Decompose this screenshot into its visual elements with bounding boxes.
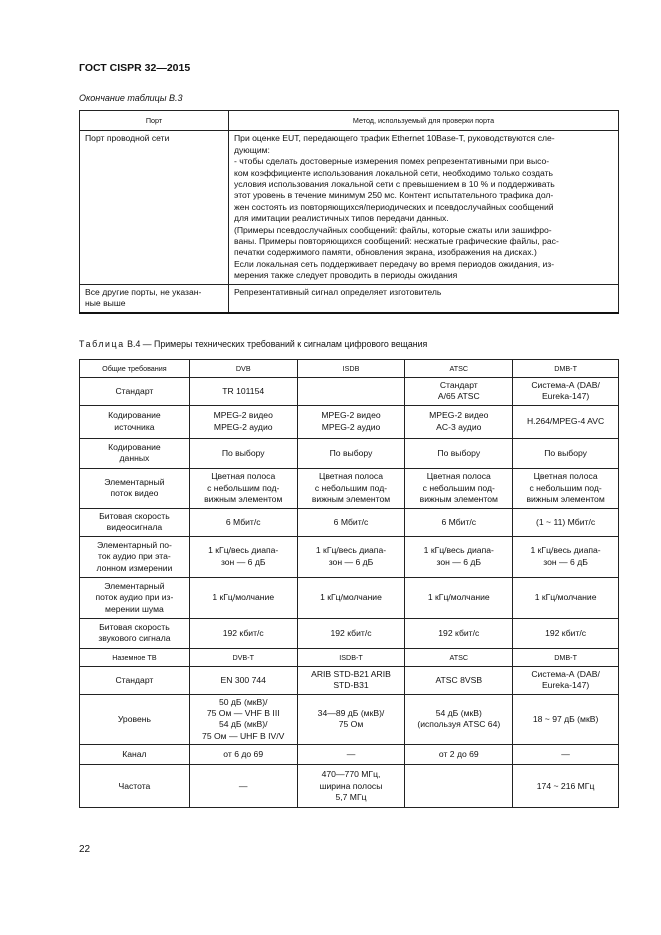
cell-line: поток видео — [110, 488, 159, 499]
table-row — [80, 468, 619, 508]
method-line: этот уровень в течение минимум 250 мс. Контент испытательного трафика дол- — [234, 190, 554, 201]
table-cell — [405, 666, 513, 694]
cell-line: 54 дБ (мкВ)/ — [218, 719, 268, 730]
table-header-row — [80, 648, 619, 666]
cell-line: данных — [119, 453, 150, 464]
cell-line: 75 Ом — [338, 719, 364, 730]
cell-line: По выбору — [329, 447, 373, 458]
cell-line: Цветная полоса — [533, 471, 598, 482]
method-cell — [229, 131, 619, 284]
table-b4-caption-text: В.4 — Примеры технических требований к сигналам цифрового вещания — [127, 339, 428, 349]
cell-line: Канал — [122, 749, 147, 760]
cell-line: 54 дБ (мкВ) — [435, 708, 482, 719]
table-cell — [405, 508, 513, 536]
method-line: ком коэффициенте использования локальной сети, необходимо только создать — [234, 167, 553, 178]
column-header: DVB-T — [189, 648, 297, 666]
cell-line: 1 кГц/молчание — [427, 592, 490, 603]
table-b4-caption-label: Таблица — [79, 339, 125, 349]
cell-line: с небольшим под- — [207, 482, 280, 493]
cell-line: 1 кГц/весь диапа- — [423, 545, 494, 556]
cell-line: вижным элементом — [311, 494, 391, 505]
table-b3-caption: Окончание таблицы В.3 — [79, 93, 183, 103]
table-cell — [513, 745, 619, 765]
column-header: ISDB-T — [297, 648, 405, 666]
cell-line: 75 Ом — UHF B IV/V — [202, 730, 285, 741]
method-line: дующим: — [234, 144, 270, 155]
cell-line: 192 кбит/с — [330, 627, 372, 638]
cell-line: 174 ~ 216 МГц — [536, 780, 595, 791]
cell-line: зон — 6 дБ — [328, 556, 374, 567]
table-cell — [405, 438, 513, 468]
table-row — [80, 438, 619, 468]
table-cell — [405, 468, 513, 508]
table-cell — [189, 468, 297, 508]
table-cell — [513, 577, 619, 618]
column-header: ATSC — [405, 360, 513, 378]
table-cell — [513, 508, 619, 536]
table-cell — [297, 745, 405, 765]
cell-line: звукового сигнала — [98, 633, 171, 644]
row-label-cell — [80, 577, 190, 618]
document-header: ГОСТ CISPR 32—2015 — [79, 62, 191, 74]
cell-line: (1 ~ 11) Мбит/с — [536, 516, 596, 527]
table-cell — [405, 618, 513, 648]
method-line: для имитации реалистичных типов передачи данных. — [234, 213, 449, 224]
table-cell — [513, 765, 619, 808]
method-line: При оценке EUT, передающего трафик Ethernet 10Base-T, руководствуются сле- — [234, 133, 555, 144]
table-cell — [513, 438, 619, 468]
table-cell — [297, 468, 405, 508]
method-line: жен состоять из повторяющихся/периодических и псевдослучайных сообщений — [234, 201, 554, 212]
table-cell — [189, 745, 297, 765]
table-row — [80, 405, 619, 438]
cell-line: EN 300 744 — [220, 674, 266, 685]
table-row — [80, 536, 619, 577]
table-row — [80, 378, 619, 406]
cell-line: 1 кГц/весь диапа- — [208, 545, 279, 556]
cell-line: Цветная полоса — [211, 471, 276, 482]
table-row — [80, 577, 619, 618]
cell-line: вижным элементом — [526, 494, 605, 505]
cell-line: По выбору — [437, 447, 481, 458]
cell-line: зон — 6 дБ — [436, 556, 482, 567]
table-cell — [513, 694, 619, 745]
method-line: (Примеры псевдослучайных сообщений: файлы, которые сжаты или зашифро- — [234, 224, 552, 235]
cell-line: Eureka-147) — [541, 680, 590, 691]
table-cell — [189, 666, 297, 694]
cell-line: — — [238, 780, 248, 791]
column-header: ATSC — [405, 648, 513, 666]
table-cell — [297, 666, 405, 694]
table-cell — [189, 618, 297, 648]
cell-line: По выбору — [544, 447, 587, 458]
port-cell — [80, 284, 229, 312]
table-cell — [405, 536, 513, 577]
cell-line: Элементарный — [104, 580, 165, 591]
column-header: Общие требования — [80, 360, 190, 378]
cell-line: ширина полосы — [319, 780, 383, 791]
table-cell — [189, 438, 297, 468]
method-line: мерения также следует проводить в периоды ожидания — [234, 270, 458, 281]
cell-line: с небольшим под- — [422, 482, 495, 493]
table-cell — [513, 618, 619, 648]
cell-line: поток аудио при из- — [95, 592, 174, 603]
table-cell — [405, 405, 513, 438]
table-cell — [513, 405, 619, 438]
table-row — [80, 131, 619, 284]
cell-line: Элементарный — [104, 476, 165, 487]
cell-line: Стандарт — [115, 385, 154, 396]
table-header-row — [80, 360, 619, 378]
cell-line: MPEG-2 видео — [213, 410, 273, 421]
column-header-port: Порт — [80, 111, 229, 131]
cell-line: 34—89 дБ (мкВ)/ — [317, 708, 385, 719]
row-label-cell — [80, 508, 190, 536]
port-cell: Порт проводной сети — [80, 131, 229, 284]
column-header: ISDB — [297, 360, 405, 378]
table-b3 — [79, 110, 619, 314]
method-line: печатки содержимого памяти, обновления экрана, изображения на дисках.) — [234, 247, 537, 258]
cell-line: ток аудио при эта- — [98, 551, 171, 562]
table-cell — [297, 577, 405, 618]
method-line: - чтобы сделать достоверные измерения помех репрезентативными при высо- — [234, 156, 550, 167]
cell-line: видеосигнала — [106, 522, 163, 533]
table-row — [80, 618, 619, 648]
cell-line: MPEG-2 аудио — [213, 421, 273, 432]
cell-line: 470—770 МГц, — [321, 769, 381, 780]
cell-line: зон — 6 дБ — [220, 556, 266, 567]
table-cell — [189, 577, 297, 618]
table-cell — [405, 378, 513, 406]
cell-line: Стандарт — [115, 674, 154, 685]
cell-line: Стандарт — [439, 380, 478, 390]
table-row — [80, 694, 619, 745]
cell-line: 1 кГц/молчание — [320, 592, 382, 603]
table-cell — [297, 536, 405, 577]
cell-line: Система-А (DAB/ — [531, 668, 600, 679]
method-line: условия использования локальной сети с превышением в 10 % и поддерживать — [234, 179, 555, 190]
cell-line: 18 ~ 97 дБ (мкВ) — [532, 713, 599, 724]
cell-line: 5,7 МГц — [335, 791, 367, 802]
table-cell — [297, 765, 405, 808]
cell-line: TR 101154 — [222, 385, 265, 396]
cell-line: лонном измерении — [96, 562, 173, 573]
cell-line: Eureka-147) — [541, 391, 590, 402]
method-cell: Репрезентативный сигнал определяет изготовитель — [229, 284, 619, 312]
cell-line: 1 кГц/весь диапа- — [530, 545, 601, 556]
table-cell — [297, 618, 405, 648]
table-cell — [513, 536, 619, 577]
cell-line: Цветная полоса — [426, 471, 491, 482]
row-label-cell — [80, 438, 190, 468]
cell-line: источника — [114, 421, 155, 432]
cell-line: MPEG-2 аудио — [321, 421, 381, 432]
column-header: DMB-T — [513, 648, 619, 666]
table-cell — [189, 765, 297, 808]
cell-line: MPEG-2 видео — [429, 410, 489, 421]
cell-line: ATSC 8VSB — [435, 674, 483, 685]
table-b4 — [79, 359, 619, 808]
cell-line: Уровень — [117, 713, 151, 724]
column-header: Наземное ТВ — [80, 648, 190, 666]
table-row — [80, 508, 619, 536]
cell-line: вижным элементом — [204, 494, 283, 505]
method-line: Если локальная сеть поддерживает передачу во время периодов ожидания, из- — [234, 258, 555, 269]
table-cell — [189, 508, 297, 536]
table-row — [80, 284, 619, 312]
cell-line: мерении шума — [105, 603, 164, 614]
cell-line: 1 кГц/молчание — [212, 592, 275, 603]
cell-line: 6 Мбит/с — [333, 516, 369, 527]
row-label-cell — [80, 468, 190, 508]
table-cell — [513, 378, 619, 406]
port-line: ные выше — [85, 298, 126, 309]
port-line: Все другие порты, не указан- — [85, 286, 202, 297]
table-cell — [189, 405, 297, 438]
cell-line: AC-3 аудио — [436, 421, 482, 432]
cell-line: от 6 до 69 — [223, 749, 264, 760]
table-cell — [405, 745, 513, 765]
table-cell — [297, 438, 405, 468]
table-cell — [189, 536, 297, 577]
table-cell — [513, 666, 619, 694]
cell-line: с небольшим под- — [314, 482, 388, 493]
cell-line: зон — 6 дБ — [543, 556, 588, 567]
cell-line: Кодирование — [108, 441, 161, 452]
cell-line: 1 кГц/весь диапа- — [315, 545, 387, 556]
cell-line: 192 кбит/с — [545, 627, 587, 638]
cell-line: 192 кбит/с — [222, 627, 264, 638]
cell-line: Цветная полоса — [318, 471, 384, 482]
cell-line: 50 дБ (мкВ)/ — [218, 696, 268, 707]
table-row — [80, 745, 619, 765]
table-cell — [297, 378, 405, 406]
cell-line: A/65 ATSC — [437, 391, 480, 402]
table-b4-caption — [79, 339, 427, 349]
cell-line: от 2 до 69 — [438, 749, 479, 760]
page-number: 22 — [79, 844, 91, 855]
cell-line: 6 Мбит/с — [225, 516, 261, 527]
cell-line: 6 Мбит/с — [441, 516, 477, 527]
cell-line: Битовая скорость — [99, 510, 170, 521]
cell-line: (используя ATSC 64) — [417, 719, 501, 730]
method-line: ваны. Примеры повторяющихся сообщений: несжатые графические файлы, рас- — [234, 236, 559, 247]
cell-line: Кодирование — [108, 410, 161, 421]
column-header-method: Метод, используемый для проверки порта — [229, 111, 619, 131]
table-row — [80, 666, 619, 694]
row-label-cell — [80, 405, 190, 438]
row-label-cell — [80, 694, 190, 745]
cell-line: Частота — [118, 780, 151, 791]
cell-line: Элементарный по- — [96, 539, 172, 550]
cell-line: По выбору — [221, 447, 265, 458]
cell-line: 75 Ом — VHF B III — [206, 708, 280, 719]
table-row — [80, 765, 619, 808]
cell-line: Система-А (DAB/ — [531, 380, 600, 390]
cell-line: STD-B31 — [333, 680, 369, 691]
cell-line: MPEG-2 видео — [321, 410, 381, 421]
row-label-cell — [80, 618, 190, 648]
row-label-cell — [80, 378, 190, 406]
table-cell — [297, 694, 405, 745]
table-cell — [189, 694, 297, 745]
table-cell — [513, 468, 619, 508]
table-cell — [405, 765, 513, 808]
row-label-cell — [80, 536, 190, 577]
column-header: DVB — [189, 360, 297, 378]
table-cell — [189, 378, 297, 406]
table-cell — [405, 577, 513, 618]
table-cell — [297, 508, 405, 536]
cell-line: 192 кбит/с — [438, 627, 480, 638]
table-cell — [405, 694, 513, 745]
table-header-row — [80, 111, 619, 131]
row-label-cell — [80, 745, 190, 765]
cell-line: — — [561, 749, 570, 760]
cell-line: Битовая скорость — [99, 621, 170, 632]
row-label-cell — [80, 666, 190, 694]
column-header: DMB-T — [513, 360, 619, 378]
row-label-cell — [80, 765, 190, 808]
cell-line: вижным элементом — [419, 494, 498, 505]
cell-line: 1 кГц/молчание — [534, 592, 597, 603]
cell-line: — — [346, 749, 356, 760]
cell-line: H.264/MPEG-4 AVC — [526, 416, 605, 427]
cell-line: ARIB STD-B21 ARIB — [311, 668, 391, 679]
cell-line: с небольшим под- — [529, 482, 602, 493]
table-cell — [297, 405, 405, 438]
